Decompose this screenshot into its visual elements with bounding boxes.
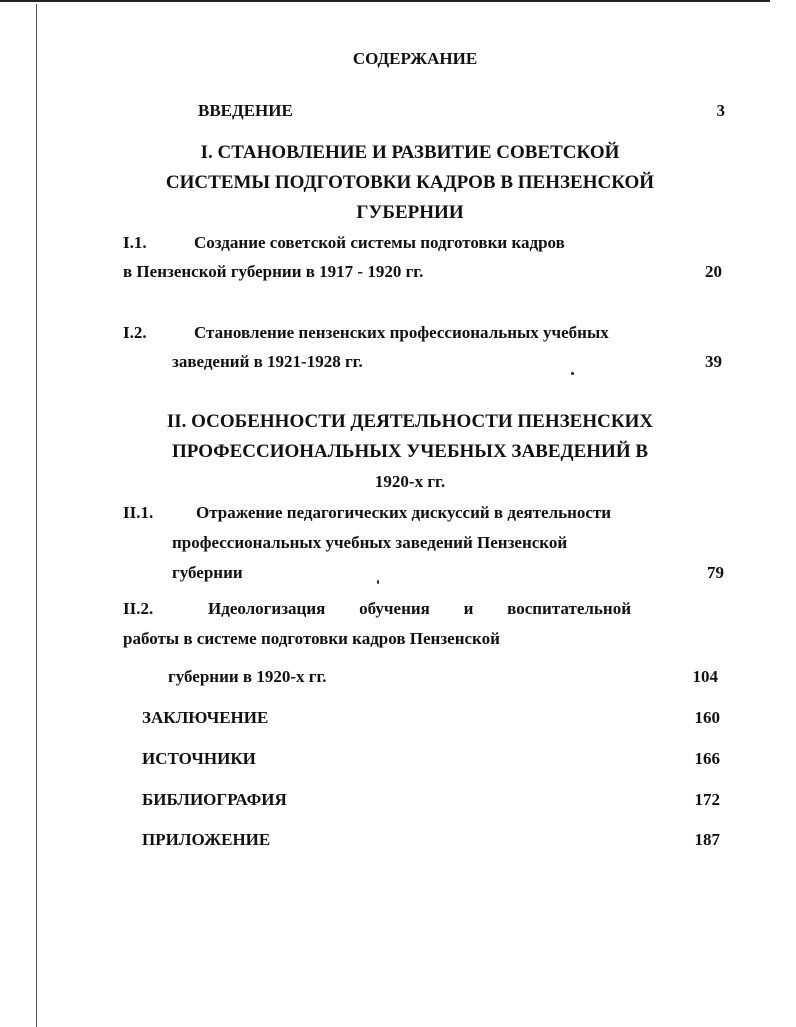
section-2-2-word3: и bbox=[463, 599, 474, 618]
toc-bibliography-label: БИБЛИОГРАФИЯ bbox=[142, 790, 287, 809]
chapter1-title-line2: СИСТЕМЫ ПОДГОТОВКИ КАДРОВ В ПЕНЗЕНСКОЙ bbox=[165, 172, 655, 193]
section-2-2-number: II.2. bbox=[123, 599, 154, 618]
page-top-border bbox=[0, 0, 770, 2]
toc-sources-page: 166 bbox=[694, 749, 720, 768]
section-1-1-line1: Создание советской системы подготовки кадров bbox=[194, 233, 565, 252]
section-2-1-page: 79 bbox=[707, 563, 724, 582]
section-2-2-line1 bbox=[208, 599, 631, 619]
section-2-1-line3: губернии bbox=[172, 563, 243, 582]
toc-conclusion-label: ЗАКЛЮЧЕНИЕ bbox=[142, 708, 269, 727]
section-2-2-word4: воспитательной bbox=[507, 599, 631, 618]
section-2-1-line2: профессиональных учебных заведений Пензенской bbox=[172, 533, 568, 552]
section-2-1-line1: Отражение педагогических дискуссий в деятельности bbox=[196, 503, 612, 522]
section-2-2-line3: губернии в 1920-х гг. bbox=[168, 667, 327, 686]
toc-intro-label: ВВЕДЕНИЕ bbox=[198, 101, 293, 120]
chapter2-title-line1: II. ОСОБЕННОСТИ ДЕЯТЕЛЬНОСТИ ПЕНЗЕНСКИХ bbox=[166, 411, 654, 432]
scan-speck bbox=[377, 580, 379, 584]
toc-appendix-label: ПРИЛОЖЕНИЕ bbox=[142, 830, 271, 849]
section-2-2-line2: работы в системе подготовки кадров Пензенской bbox=[123, 629, 500, 648]
section-1-2-page: 39 bbox=[705, 352, 722, 371]
section-2-2-page: 104 bbox=[692, 667, 718, 686]
section-1-2-line1: Становление пензенских профессиональных учебных bbox=[194, 323, 609, 342]
section-1-2-number: I.2. bbox=[123, 323, 147, 342]
toc-appendix-page: 187 bbox=[694, 830, 720, 849]
chapter2-title-line2: ПРОФЕССИОНАЛЬНЫХ УЧЕБНЫХ ЗАВЕДЕНИЙ В bbox=[171, 441, 649, 462]
toc-intro-page: 3 bbox=[716, 101, 725, 120]
toc-conclusion-page: 160 bbox=[694, 708, 720, 727]
page-left-border bbox=[36, 4, 37, 1027]
scan-speck bbox=[571, 372, 574, 375]
section-1-1-number: I.1. bbox=[123, 233, 147, 252]
toc-sources-label: ИСТОЧНИКИ bbox=[142, 749, 256, 768]
section-2-2-word2: обучения bbox=[359, 599, 430, 618]
section-2-1-number: II.1. bbox=[123, 503, 154, 522]
chapter1-title-line3: ГУБЕРНИИ bbox=[356, 202, 464, 223]
section-1-1-page: 20 bbox=[705, 262, 722, 281]
chapter2-title-line3: 1920-х гг. bbox=[374, 472, 446, 491]
chapter1-title-line1: I. СТАНОВЛЕНИЕ И РАЗВИТИЕ СОВЕТСКОЙ bbox=[200, 142, 620, 163]
section-1-2-line2: заведений в 1921-1928 гг. bbox=[172, 352, 363, 371]
toc-title: СОДЕРЖАНИЕ bbox=[352, 49, 478, 68]
section-2-2-word1: Идеологизация bbox=[208, 599, 326, 618]
section-1-1-line2: в Пензенской губернии в 1917 - 1920 гг. bbox=[123, 262, 424, 281]
toc-bibliography-page: 172 bbox=[694, 790, 720, 809]
